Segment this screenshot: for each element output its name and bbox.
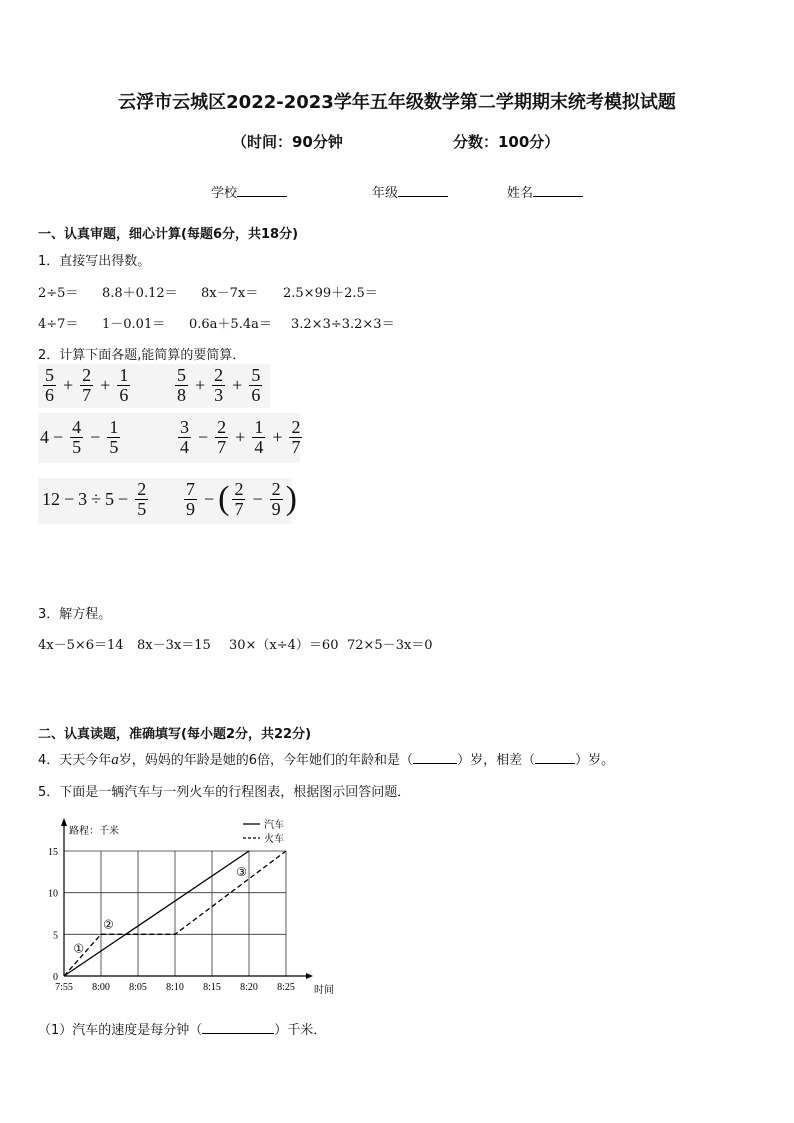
- fraction: [289, 418, 302, 457]
- numerator: 5: [45, 365, 54, 385]
- denominator: 9: [186, 498, 195, 519]
- fraction: [135, 480, 148, 519]
- name-blank[interactable]: [533, 196, 583, 197]
- denominator: 6: [119, 384, 129, 405]
- y-axis-arrow: [61, 818, 67, 826]
- x-axis-arrow: [306, 973, 313, 979]
- q4-blank-sum[interactable]: [413, 763, 457, 764]
- denominator: 7: [217, 436, 227, 457]
- x-tick-label: 8:15: [203, 982, 221, 993]
- fraction: [270, 480, 283, 519]
- numerator: 2: [271, 479, 281, 499]
- numerator: 5: [177, 365, 186, 385]
- x-tick-label: 8:00: [92, 982, 110, 993]
- page-title: 云浮市云城区2022-2023学年五年级数学第二学期期末统考模拟试题: [118, 92, 676, 113]
- q1-item: 2÷5＝: [38, 286, 79, 301]
- y-tick-label: 15: [48, 847, 58, 858]
- numerator: 1: [254, 417, 264, 437]
- operator: −: [198, 426, 209, 447]
- section1-heading: 一、认真审题，细心计算(每题6分，共18分): [38, 227, 299, 242]
- q4-part2: 岁，妈妈的年龄是她的6倍，今年她们的年龄和是（: [118, 753, 414, 768]
- chart-ticks: [48, 847, 295, 993]
- score-label: 分数：100分）: [453, 133, 560, 151]
- numerator: 2: [137, 479, 147, 499]
- y-axis-label: 路程：千米: [69, 826, 119, 837]
- denominator: 6: [45, 384, 54, 405]
- q5-sub1-b: ）千米．: [274, 1023, 327, 1038]
- operator: +: [195, 374, 206, 395]
- equation: 30×（x÷4）＝60: [229, 638, 339, 653]
- q4-text: [38, 749, 614, 769]
- denominator: 6: [251, 384, 261, 405]
- denominator: 5: [109, 436, 119, 457]
- chart-legend: [243, 819, 284, 845]
- fraction: [178, 418, 191, 457]
- q3-text: 3．解方程。: [38, 607, 112, 622]
- numerator: 4: [72, 417, 82, 437]
- q1-item: 4÷7＝: [38, 317, 79, 332]
- denominator: 8: [177, 384, 186, 405]
- equation: 4x－5×6＝14: [38, 638, 124, 653]
- q4-blank-diff[interactable]: [535, 763, 575, 764]
- y-tick-label: 0: [53, 972, 58, 983]
- legend-label: 汽车: [264, 820, 284, 831]
- fraction: [70, 418, 83, 457]
- x-tick-label: 8:10: [166, 982, 184, 993]
- numerator: 5: [251, 365, 261, 385]
- x-tick-label: 8:20: [240, 982, 258, 993]
- equation: 72×5－3x＝0: [347, 638, 433, 653]
- fraction: [232, 480, 245, 519]
- denominator: 5: [137, 498, 147, 519]
- denominator: 7: [234, 498, 244, 519]
- section2-heading: 二、认真读题，准确填写(每小题2分，共22分): [38, 727, 312, 742]
- school-label: 学校: [211, 186, 238, 201]
- operator: (: [218, 480, 230, 518]
- expression: [175, 418, 305, 457]
- numerator: 3: [180, 417, 189, 437]
- operator: −: [53, 426, 64, 447]
- q4-part1: 4．天天今年: [38, 753, 112, 768]
- school-blank[interactable]: [237, 196, 287, 197]
- x-axis-label: 时间: [314, 985, 334, 996]
- fraction: [252, 418, 265, 457]
- denominator: 7: [82, 384, 92, 405]
- expression: [40, 418, 123, 457]
- operator: −: [204, 488, 215, 509]
- q4-part3: ）岁，相差（: [457, 753, 536, 768]
- grade-blank[interactable]: [398, 196, 448, 197]
- operator: ): [285, 480, 297, 518]
- expression: [42, 480, 151, 519]
- fraction: [215, 418, 228, 457]
- annotation-label: ③: [236, 864, 247, 879]
- operator: −: [118, 488, 129, 509]
- denominator: 7: [291, 436, 301, 457]
- grade-label: 年级: [372, 186, 399, 201]
- name-field[interactable]: [507, 182, 583, 201]
- time-label: （时间：90分钟: [232, 133, 343, 151]
- x-tick-label: 8:05: [129, 982, 147, 993]
- numerator: 7: [186, 479, 195, 499]
- fraction: [43, 366, 56, 405]
- numerator: 1: [119, 365, 129, 385]
- fraction: [80, 366, 93, 405]
- expression: [172, 366, 265, 405]
- q1-item: 8x－7x＝: [201, 286, 259, 301]
- y-tick-label: 5: [53, 930, 58, 942]
- numerator: 2: [82, 365, 92, 385]
- q5-sub1-a: （1）汽车的速度是每分钟（: [38, 1023, 203, 1038]
- q4-part4: ）岁。: [575, 753, 615, 768]
- fraction: [175, 366, 188, 405]
- number: 3: [78, 488, 88, 509]
- operator: +: [235, 426, 246, 447]
- operator: +: [63, 374, 74, 395]
- q5-sub1: [38, 1019, 326, 1038]
- numerator: 2: [214, 365, 224, 385]
- name-label: 姓名: [507, 186, 534, 201]
- q5-text: 5．下面是一辆汽车与一列火车的行程图表，根据图示回答问题．: [38, 785, 411, 800]
- chart-grid: [64, 851, 286, 976]
- grade-field[interactable]: [372, 182, 448, 201]
- denominator: 3: [214, 384, 224, 405]
- fraction: [107, 418, 120, 457]
- number: 12: [42, 488, 60, 509]
- x-tick-label: 8:25: [277, 982, 295, 993]
- operator: +: [272, 426, 283, 447]
- numerator: 2: [217, 417, 227, 437]
- numerator: 2: [291, 417, 301, 437]
- number: 4: [40, 426, 49, 447]
- expression: [181, 480, 297, 519]
- operator: +: [100, 374, 111, 395]
- annotation-label: ②: [103, 917, 114, 932]
- y-tick-label: 10: [48, 888, 58, 900]
- school-field[interactable]: [211, 182, 287, 201]
- numerator: 2: [234, 479, 244, 499]
- chart-annotations: [73, 865, 247, 956]
- operator: ÷: [91, 488, 102, 509]
- operator: −: [252, 488, 263, 509]
- number: 5: [105, 488, 115, 509]
- q2-text: 2．计算下面各题,能简算的要简算．: [38, 348, 246, 363]
- q1-item: 1－0.01＝: [102, 317, 166, 332]
- q4-var: a: [111, 752, 119, 768]
- expression: [40, 366, 133, 405]
- denominator: 4: [180, 436, 189, 457]
- annotation-label: ①: [73, 941, 85, 956]
- fraction: [249, 366, 262, 405]
- operator: −: [90, 426, 101, 447]
- fraction: [117, 366, 130, 405]
- q1-item: 3.2×3÷3.2×3＝: [291, 317, 395, 332]
- operator: +: [232, 374, 243, 395]
- equation: 8x－3x＝15: [137, 638, 211, 653]
- fraction: [184, 480, 197, 519]
- denominator: 5: [72, 436, 82, 457]
- numerator: 1: [109, 417, 119, 437]
- q1-item: 0.6a＋5.4a＝: [189, 317, 272, 332]
- denominator: 4: [254, 436, 264, 457]
- q1-item: 2.5×99＋2.5＝: [283, 286, 378, 301]
- q5-blank-speed[interactable]: [202, 1033, 274, 1034]
- series-line: [64, 851, 249, 976]
- travel-chart: [36, 812, 356, 1002]
- x-tick-label: 7:55: [55, 982, 73, 993]
- operator: −: [64, 488, 75, 509]
- legend-label: 火车: [264, 834, 284, 845]
- q1-item: 8.8＋0.12＝: [102, 286, 178, 301]
- q1-text: 1．直接写出得数。: [38, 254, 151, 269]
- denominator: 9: [271, 498, 281, 519]
- fraction: [212, 366, 225, 405]
